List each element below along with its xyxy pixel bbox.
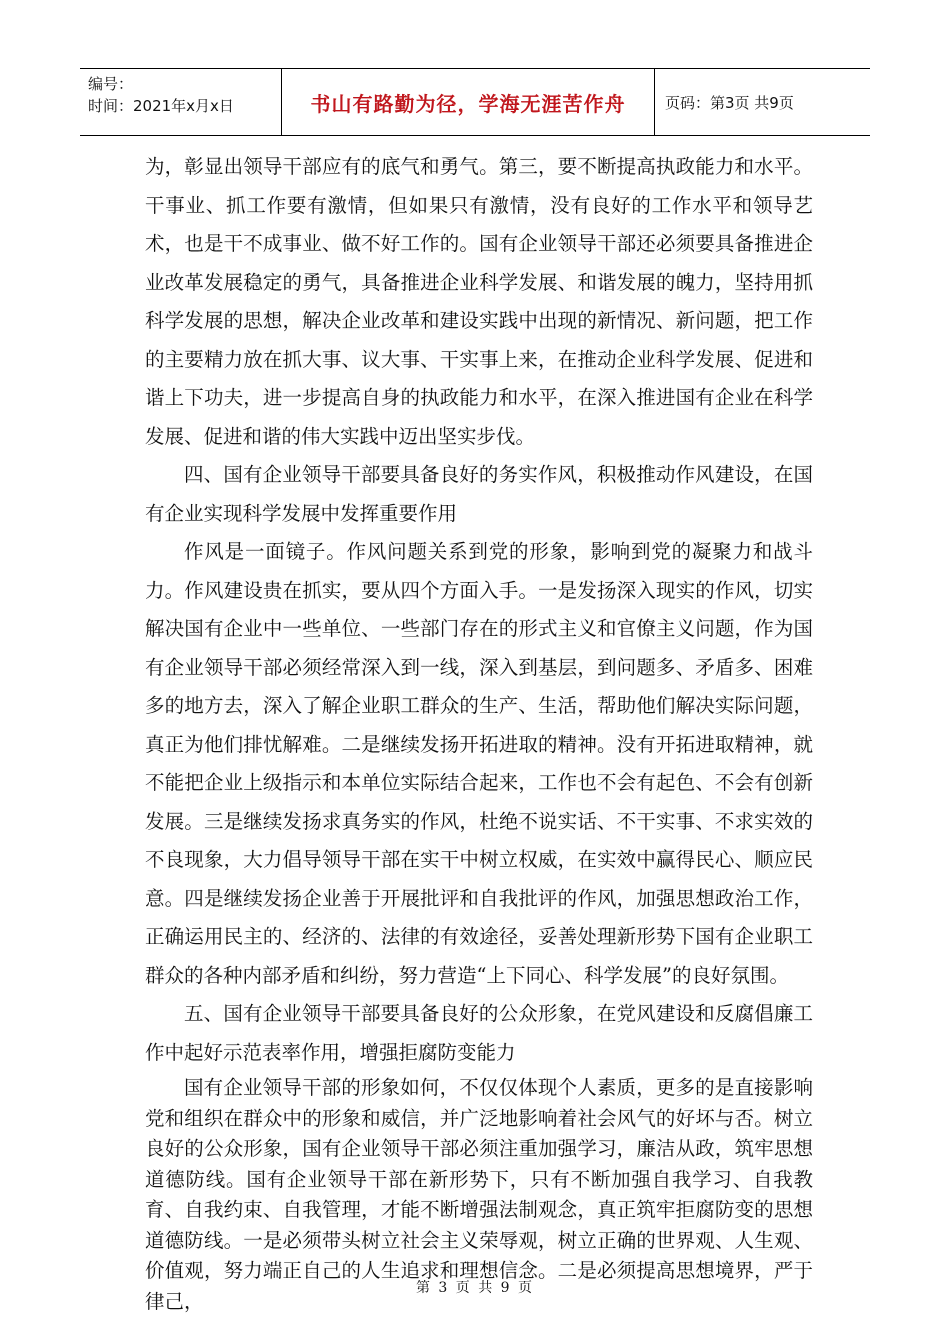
- section-heading-5: 五、国有企业领导干部要具备良好的公众形象，在党风建设和反腐倡廉工作中起好示范表率作用，增强拒腐防变能力: [145, 1002, 813, 1064]
- document-body: [145, 148, 813, 1317]
- section-heading-4: 四、国有企业领导干部要具备良好的务实作风，积极推动作风建设，在国有企业实现科学发展中发挥重要作用: [145, 463, 813, 525]
- header-meta: [80, 69, 282, 135]
- header-motto: 书山有路勤为径，学海无涯苦作舟: [282, 69, 655, 135]
- page-footer: 第 3 页 共 9 页: [415, 1280, 535, 1296]
- body-paragraph-1: 为，彰显出领导干部应有的底气和勇气。第三，要不断提高执政能力和水平。干事业、抓工作要有激情，但如果只有激情，没有良好的工作水平和领导艺术，也是干不成事业、做不好工作的。国有企业领导干部还必须要具备推进企业改革发展稳定的勇气，具备推进企业科学发展、和谐发展的魄力，坚持用抓科学发展的思想，解决企业改革和建设实践中出现的新情况、新问题，把工作的主要精力放在抓大事、议大事、干实事上来，在推动企业科学发展、促进和谐上下功夫，进一步提高自身的执政能力和水平，在深入推进国有企业在科学发展、促进和谐的伟大实践中迈出坚实步伐。: [145, 155, 813, 448]
- body-paragraph-2: 作风是一面镜子。作风问题关系到党的形象，影响到党的凝聚力和战斗力。作风建设贵在抓实，要从四个方面入手。一是发扬深入现实的作风，切实解决国有企业中一些单位、一些部门存在的形式主义和官僚主义问题，作为国有企业领导干部必须经常深入到一线，深入到基层，到问题多、矛盾多、困难多的地方去，深入了解企业职工群众的生产、生活，帮助他们解决实际问题，真正为他们排忧解难。二是继续发扬开拓进取的精神。没有开拓进取精神，就不能把企业上级指示和本单位实际结合起来，工作也不会有起色、不会有创新发展。三是继续发扬求真务实的作风，杜绝不说实话、不干实事、不求实效的不良现象，大力倡导领导干部在实干中树立权威，在实效中赢得民心、顺应民意。四是继续发扬企业善于开展批评和自我批评的作风，加强思想政治工作，正确运用民主的、经济的、法律的有效途径，妥善处理新形势下国有企业职工群众的各种内部矛盾和纠纷，努力营造“上下同心、科学发展”的良好氛围。: [145, 540, 813, 987]
- document-number-label: 编号：: [88, 75, 134, 93]
- document-time-label: 时间：2021年x月x日: [88, 97, 234, 115]
- page-header: [80, 68, 870, 136]
- header-page-info: 页码：第3页 共9页: [665, 93, 794, 112]
- body-paragraph-3: 国有企业领导干部的形象如何，不仅仅体现个人素质，更多的是直接影响党和组织在群众中的形象和威信，并广泛地影响着社会风气的好坏与否。树立良好的公众形象，国有企业领导干部必须注重加强学习，廉洁从政，筑牢思想道德防线。国有企业领导干部在新形势下，只有不断加强自我学习、自我教育、自我约束、自我管理，才能不断增强法制观念，真正筑牢拒腐防变的思想道德防线。一是必须带头树立社会主义荣辱观，树立正确的世界观、人生观、价值观，努力端正自己的人生追求和理想信念。二是必须提高思想境界，严于律己，: [145, 1076, 813, 1313]
